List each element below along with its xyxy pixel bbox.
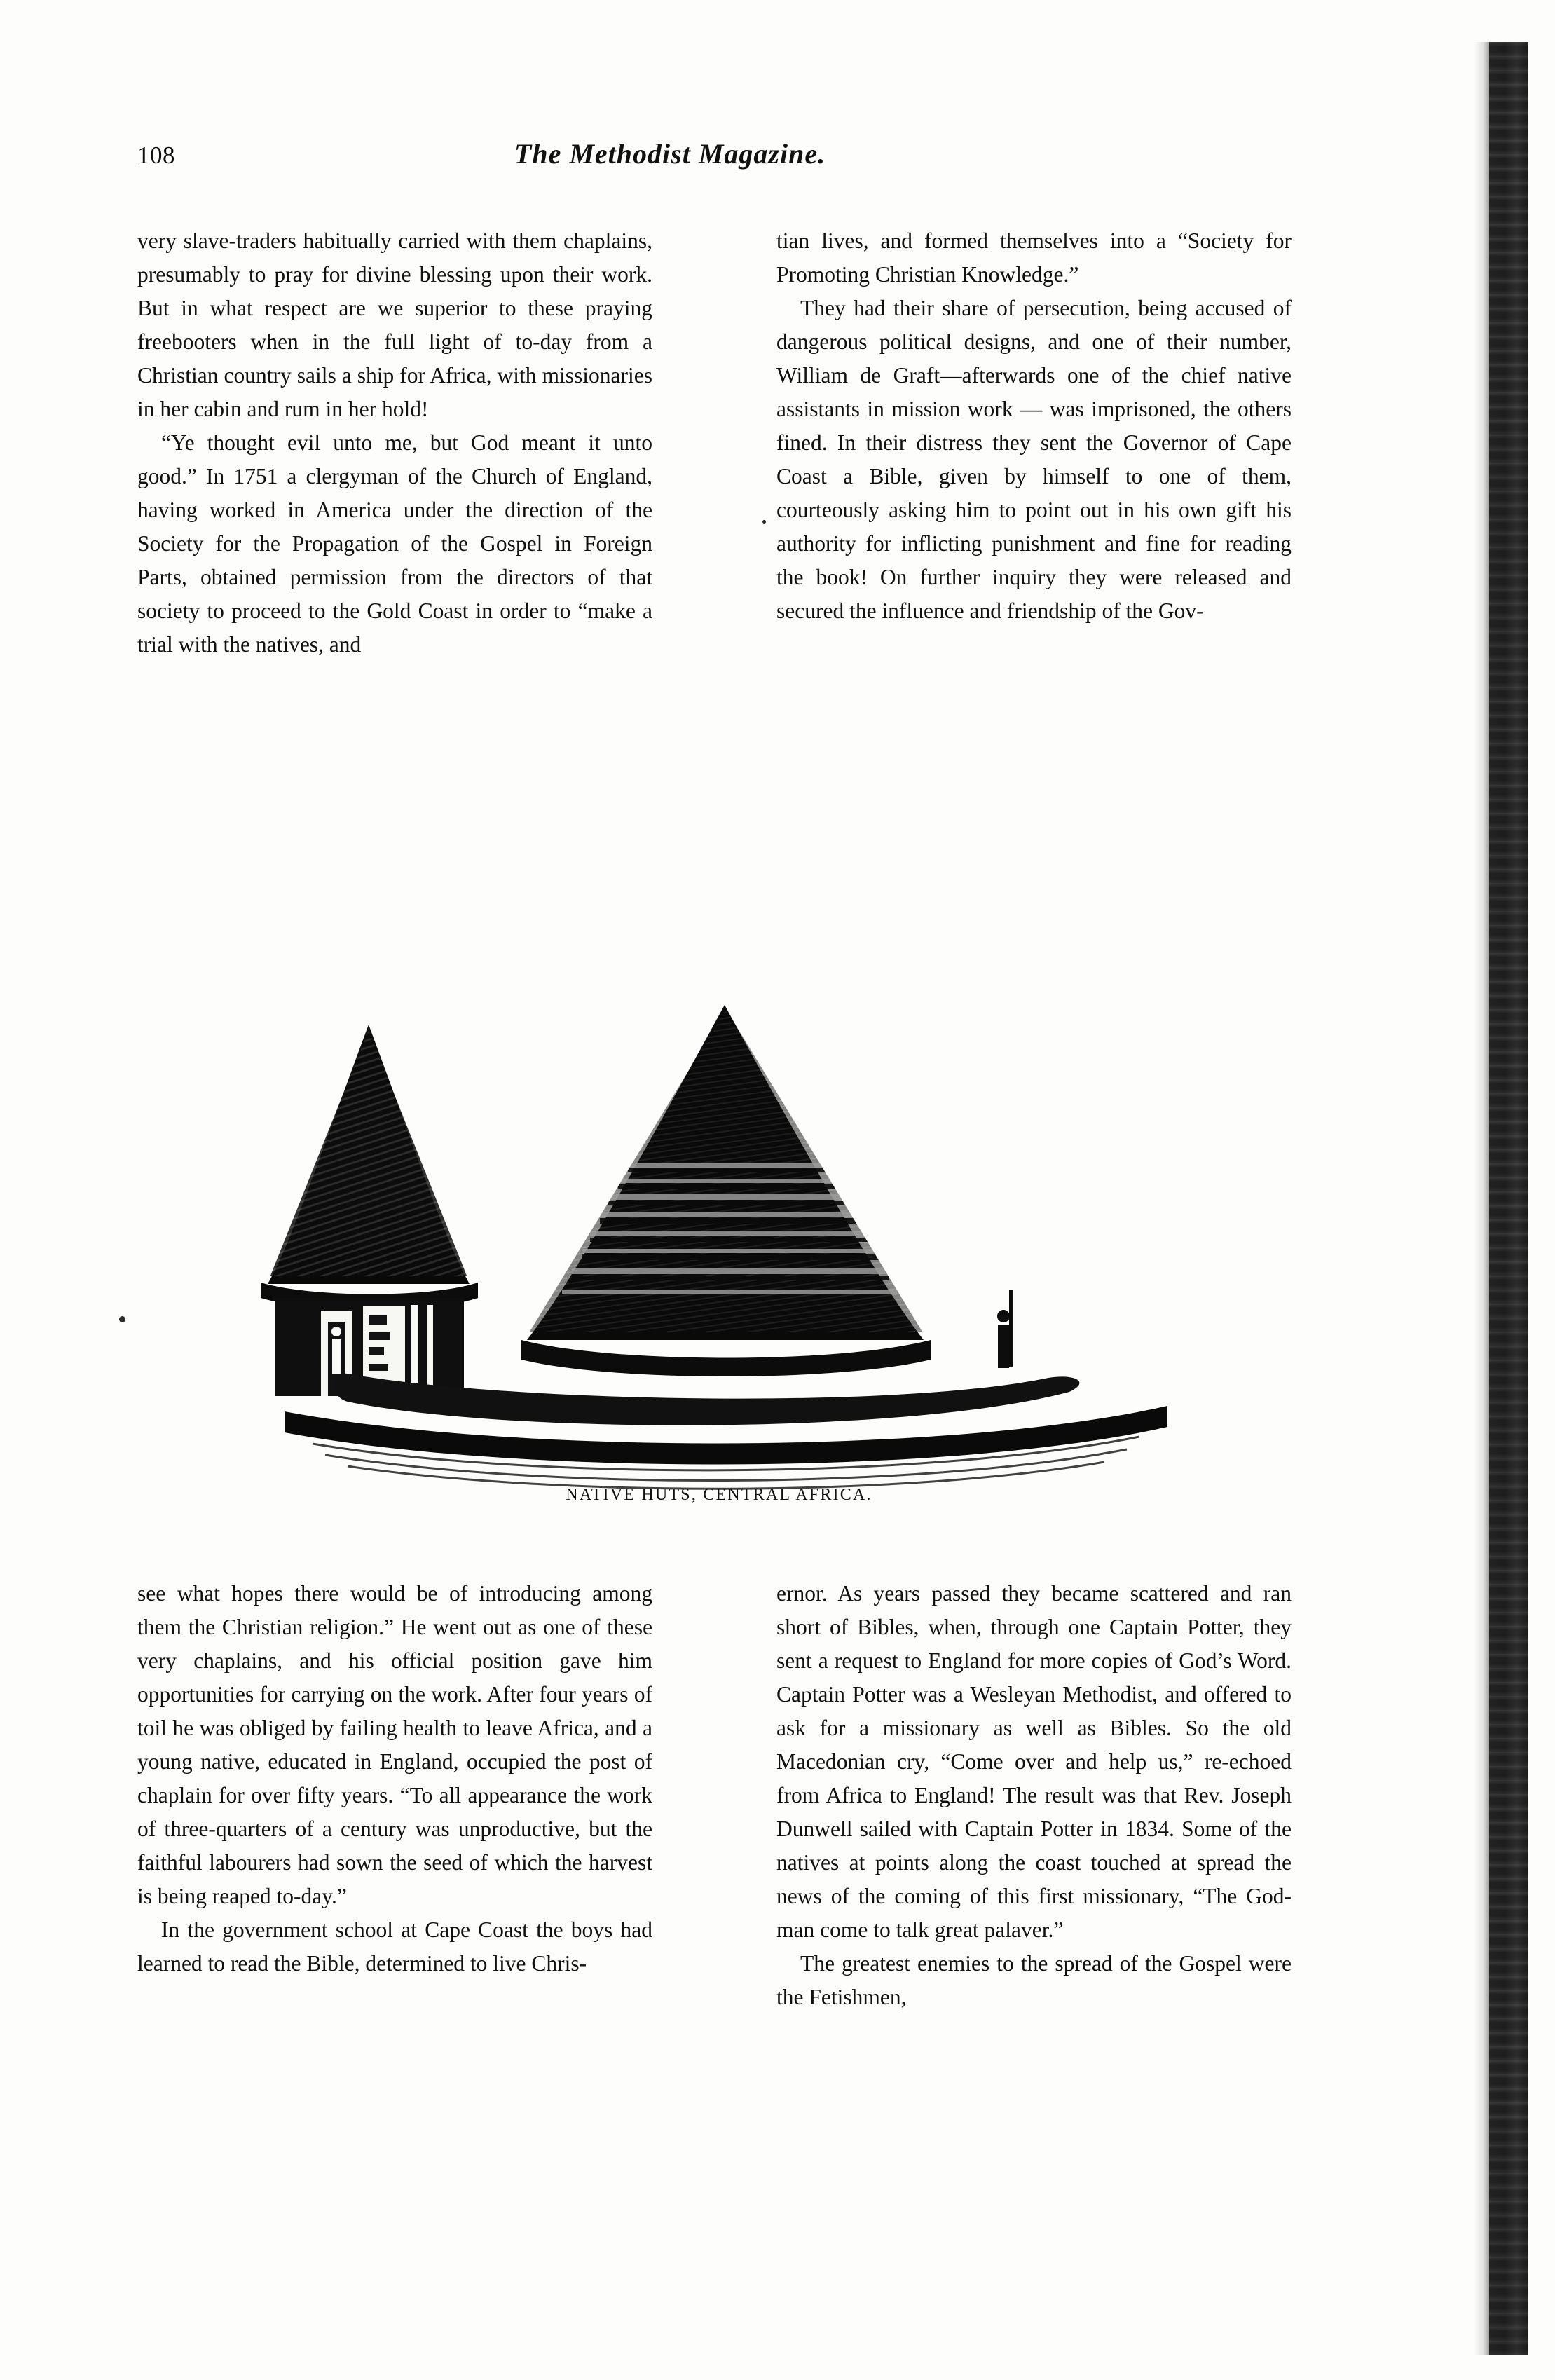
figure-person-standing <box>997 1290 1013 1368</box>
page-number: 108 <box>137 142 175 169</box>
running-title: The Methodist Magazine. <box>514 138 826 170</box>
figure-caption: NATIVE HUTS, CENTRAL AFRICA. <box>566 1486 872 1504</box>
ground <box>285 1374 1167 1489</box>
paragraph: tian lives, and formed themselves into a “Society for Promoting Christian Knowledge.” <box>776 228 1292 287</box>
page-header <box>137 137 1413 177</box>
paragraph: The greatest enemies to the spread of the Gospel were the Fetishmen, <box>776 1951 1292 2009</box>
engraving-illustration <box>137 981 1301 1528</box>
figure-person-doorway <box>331 1327 341 1374</box>
paragraph: very slave-traders habitually carried with them chaplains, presumably to pray for divine blessing upon their work. But in what respect are we superior to these praying freebooters when in the full light of to-day from a Christian country sails a ship for Africa, with missionaries in her cabin and rum in her hold! <box>137 228 652 421</box>
paragraph: They had their share of persecution, being accused of dangerous political designs, and one of their number, William de Graft—afterwards one of the chief native assistants in mission work — was imprisoned, the others fined. In their distress they sent the Governor of Cape Coast a Bible, given by himself to one of them, courteously asking him to point out in his own gift his authority for inflicting punishment and fine for reading the book! On further inquiry they were released and secured the influence and friendship of the Gov- <box>776 296 1292 623</box>
hut-large <box>516 1002 1013 1376</box>
column-top-right <box>776 224 1292 628</box>
scan-binding-edge <box>1489 42 1528 2355</box>
ink-speck <box>119 1316 125 1322</box>
paragraph: “Ye thought evil unto me, but God meant it unto good.” In 1751 a clergyman of the Church of England, having worked in America under the direction of the Society for the Propagation of the Gospel in Foreign Parts, obtained permission from the directors of that society to proceed to the Gold Coast in order to “make a trial with the natives, and <box>137 430 652 657</box>
hut-small <box>242 1023 523 1396</box>
column-bottom-right <box>776 1577 1292 2014</box>
paragraph: see what hopes there would be of introducing among them the Christian religion.” He went out as one of these very chaplains, and his official position gave him opportunities for carrying on the work. After four years of toil he was obliged by failing health to leave Africa, and a young native, educated in England, occupied the post of chaplain for over fifty years. “To all appearance the work of three-quarters of a century was unproductive, but the faithful labourers had sown the seed of which the harvest is being reaped to-day.” <box>137 1581 652 1908</box>
column-bottom-left <box>137 1577 652 1981</box>
page-edge-shadow <box>1474 42 1489 2355</box>
paragraph: In the government school at Cape Coast the boys had learned to read the Bible, determined to live Chris- <box>137 1917 652 1976</box>
ink-speck <box>762 520 766 524</box>
figure-native-huts <box>137 981 1301 1528</box>
column-top-left <box>137 224 652 662</box>
paragraph: ernor. As years passed they became scattered and ran short of Bibles, when, through one Captain Potter, they sent a request to England for more copies of God’s Word. Captain Potter was a Wesleyan Methodist, and offered to ask for a missionary as well as Bibles. So the old Macedonian cry, “Come over and help us,” re-echoed from Africa to England! The result was that Rev. Joseph Dunwell sailed with Captain Potter in 1834. Some of the natives at points along the coast touched at spread the news of the coming of this first missionary, “The God-man come to talk great palaver.” <box>776 1581 1292 1942</box>
